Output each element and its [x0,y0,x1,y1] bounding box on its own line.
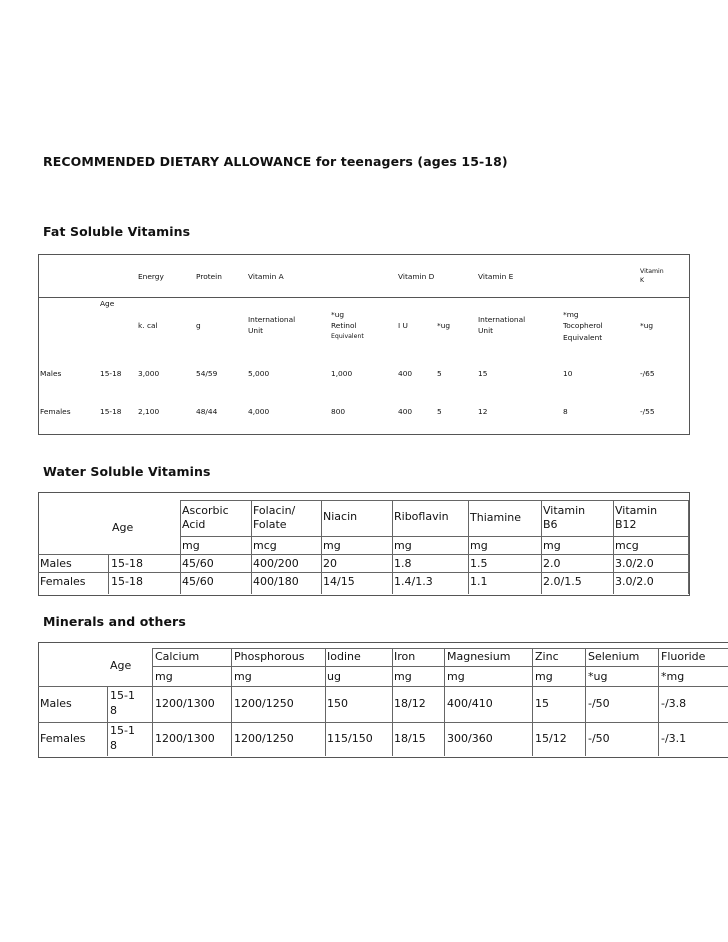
water-males-label: Males [40,557,72,570]
minerals-unit-zinc: mg [535,670,553,683]
water-females-niacin: 14/15 [323,575,355,588]
fat-header-box [38,254,690,298]
fat-body-box [38,297,690,435]
minerals-zinc-header: Zinc [535,650,559,663]
fat-females-vita-ug: 800 [331,407,346,416]
water-age-header: Age [112,521,134,534]
minerals-iodine-header: Iodine [327,650,361,663]
fat-unit-ug-k: *ug [640,321,654,330]
fat-vitamin-k-header-1: Vitamin [640,268,664,275]
minerals-iron-header: Iron [394,650,416,663]
fat-age-header: Age [100,299,115,308]
minerals-females-phosphorous: 1200/1250 [234,732,294,745]
water-unit-niacin: mg [323,539,341,552]
fat-males-vite-mg: 10 [563,369,573,378]
water-females-riboflavin: 1.4/1.3 [394,575,433,588]
fat-unit-retinol-1: *ug [331,310,345,319]
minerals-unit-phosphorous: mg [234,670,252,683]
water-b6-header-1: Vitamin [543,504,586,517]
fat-males-vitk: -/65 [640,369,655,378]
fat-unit-tocopherol-1: *mg [563,310,579,319]
fat-unit-iu-e-1: International [478,315,526,324]
minerals-females-zinc: 15/12 [535,732,567,745]
fat-unit-kcal: k. cal [138,321,158,330]
water-ascorbic-header-2: Acid [182,518,206,531]
minerals-males-age-1: 15-1 [110,689,135,702]
minerals-females-age-1: 15-1 [110,724,135,737]
fat-unit-tocopherol-2: Tocopherol [563,321,603,330]
minerals-males-label: Males [40,697,72,710]
fat-females-vita-iu: 4,000 [248,407,270,416]
minerals-males-iron: 18/12 [394,697,426,710]
water-niacin-header: Niacin [323,510,358,523]
minerals-females-label: Females [40,732,86,745]
fat-unit-ug-d: *ug [437,321,451,330]
fat-unit-retinol-3: Equivalent [331,333,364,340]
fat-males-vita-iu: 5,000 [248,369,270,378]
fat-males-vitd-ug: 5 [437,369,442,378]
minerals-heading: Minerals and others [43,614,186,629]
fat-vitamin-a-header: Vitamin A [248,272,284,281]
fat-soluble-heading: Fat Soluble Vitamins [43,224,191,239]
minerals-females-calcium: 1200/1300 [155,732,215,745]
water-males-age: 15-18 [111,557,143,570]
page-title: RECOMMENDED DIETARY ALLOWANCE for teenagers (ages 15-18) [43,154,508,169]
minerals-males-selenium: -/50 [588,697,610,710]
fat-unit-g: g [196,321,201,330]
minerals-females-iron: 18/15 [394,732,426,745]
minerals-fluoride-header: Fluoride [661,650,706,663]
water-b12-header-2: B12 [615,518,637,531]
fat-females-vitk: -/55 [640,407,655,416]
water-females-folacin: 400/180 [253,575,299,588]
fat-males-label: Males [40,369,62,378]
minerals-males-zinc: 15 [535,697,549,710]
minerals-males-calcium: 1200/1300 [155,697,215,710]
water-females-ascorbic: 45/60 [182,575,214,588]
minerals-age-header: Age [110,659,132,672]
fat-males-vitd-iu: 400 [398,369,413,378]
minerals-unit-fluoride: *mg [661,670,685,683]
water-males-b6: 2.0 [543,557,561,570]
water-males-riboflavin: 1.8 [394,557,412,570]
minerals-females-age-2: 8 [110,739,117,752]
water-unit-riboflavin: mg [394,539,412,552]
water-unit-b6: mg [543,539,561,552]
minerals-males-age-2: 8 [110,704,117,717]
water-b6-header-2: B6 [543,518,558,531]
fat-protein-header: Protein [196,272,222,281]
minerals-calcium-header: Calcium [155,650,200,663]
water-males-b12: 3.0/2.0 [615,557,654,570]
minerals-unit-magnesium: mg [447,670,465,683]
water-riboflavin-header: Riboflavin [394,510,449,523]
fat-females-label: Females [40,407,71,416]
minerals-males-iodine: 150 [327,697,348,710]
minerals-males-phosphorous: 1200/1250 [234,697,294,710]
water-unit-b12: mcg [615,539,639,552]
fat-females-vitd-iu: 400 [398,407,413,416]
water-folacin-header-2: Folate [253,518,287,531]
water-males-niacin: 20 [323,557,337,570]
fat-females-energy: 2,100 [138,407,160,416]
fat-males-age: 15-18 [100,369,122,378]
fat-females-vite-mg: 8 [563,407,568,416]
fat-unit-iu-d: I U [398,321,408,330]
water-unit-thiamine: mg [470,539,488,552]
water-males-thiamine: 1.5 [470,557,488,570]
water-females-b12: 3.0/2.0 [615,575,654,588]
water-ascorbic-header-1: Ascorbic [182,504,229,517]
fat-unit-retinol-2: Retinol [331,321,357,330]
fat-females-age: 15-18 [100,407,122,416]
minerals-females-iodine: 115/150 [327,732,373,745]
minerals-unit-calcium: mg [155,670,173,683]
water-thiamine-header: Thiamine [470,511,521,524]
minerals-unit-selenium: *ug [588,670,608,683]
fat-males-vita-ug: 1,000 [331,369,353,378]
minerals-selenium-header: Selenium [588,650,640,663]
fat-males-protein: 54/59 [196,369,218,378]
minerals-females-fluoride: -/3.1 [661,732,687,745]
water-males-folacin: 400/200 [253,557,299,570]
fat-females-vite-iu: 12 [478,407,488,416]
fat-males-energy: 3,000 [138,369,160,378]
minerals-males-magnesium: 400/410 [447,697,493,710]
fat-unit-iu-a-1: International [248,315,296,324]
water-females-b6: 2.0/1.5 [543,575,582,588]
fat-males-vite-iu: 15 [478,369,488,378]
fat-unit-iu-a-2: Unit [248,326,264,335]
water-b12-header-1: Vitamin [615,504,658,517]
fat-unit-tocopherol-3: Equivalent [563,333,603,342]
minerals-males-fluoride: -/3.8 [661,697,687,710]
minerals-females-selenium: -/50 [588,732,610,745]
fat-unit-iu-e-2: Unit [478,326,494,335]
water-males-ascorbic: 45/60 [182,557,214,570]
fat-vitamin-k-header-2: K [640,277,645,284]
fat-females-vitd-ug: 5 [437,407,442,416]
fat-females-protein: 48/44 [196,407,218,416]
minerals-females-magnesium: 300/360 [447,732,493,745]
minerals-magnesium-header: Magnesium [447,650,511,663]
water-unit-ascorbic: mg [182,539,200,552]
fat-vitamin-d-header: Vitamin D [398,272,435,281]
water-unit-folacin: mcg [253,539,277,552]
water-folacin-header-1: Folacin/ [253,504,296,517]
water-females-label: Females [40,575,86,588]
water-females-age: 15-18 [111,575,143,588]
fat-energy-header: Energy [138,272,164,281]
water-soluble-heading: Water Soluble Vitamins [43,464,211,479]
fat-vitamin-e-header: Vitamin E [478,272,514,281]
minerals-phosphorous-header: Phosphorous [234,650,305,663]
water-females-thiamine: 1.1 [470,575,488,588]
minerals-unit-iodine: ug [327,670,341,683]
minerals-unit-iron: mg [394,670,412,683]
